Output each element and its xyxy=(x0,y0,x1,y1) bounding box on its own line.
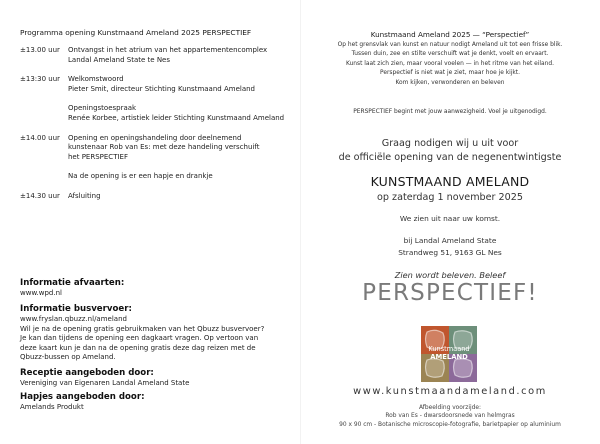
program-panel xyxy=(20,28,292,202)
hapjes-heading: Hapjes aangeboden door: xyxy=(20,391,145,402)
program-line: Renée Korbee, artistiek leider Stichting Kunstmaand Ameland xyxy=(68,113,285,122)
program-line: Landal Ameland State te Nes xyxy=(68,55,171,64)
receptie-text: Vereniging van Eigenaren Landal Ameland State xyxy=(20,379,190,388)
program-line: Welkomstwoord xyxy=(68,75,124,84)
poem-line: Op het grensvlak van kunst en natuur nodigt Ameland uit tot een frisse blik. xyxy=(337,42,563,48)
caption-line: Rob van Es - dwarsdoorsnede van helmgras xyxy=(385,413,515,420)
logo-text-top: Kunstmaand xyxy=(428,345,470,353)
receptie-heading: Receptie aangeboden door: xyxy=(20,368,154,379)
program-time: ±14.30 uur xyxy=(20,191,60,200)
program-line: het PERSPECTIEF xyxy=(68,152,128,161)
busvervoer-heading: Informatie busvervoer: xyxy=(20,304,132,315)
poem-title: Kunstmaand Ameland 2025 — “Perspectief” xyxy=(370,30,530,39)
program-item xyxy=(20,104,292,123)
poem-line: Tussen duin, zee en stilte verschuift wat je denkt, voelt en ervaart. xyxy=(351,51,549,58)
program-time: ±13.00 uur xyxy=(20,46,60,54)
kunstmaand-logo xyxy=(421,326,477,382)
invitation-text xyxy=(312,137,588,165)
image-caption xyxy=(312,404,588,429)
venue-address: Strandweg 51, 9163 GL Nes xyxy=(398,248,502,257)
poem-line: Kunst laat zich zien, maar vooral voelen — in het ritme van het eiland. xyxy=(345,60,555,67)
hapjes-text: Amelands Produkt xyxy=(20,402,84,411)
logo-text-bottom: AMELAND xyxy=(430,353,468,361)
program-item xyxy=(20,75,292,94)
busvervoer-text: Wil je na de opening gratis gebruikmaken van het Qbuzz busvervoer? xyxy=(20,324,265,333)
event-date: op zaterdag 1 november 2025 xyxy=(377,192,523,203)
program-time xyxy=(20,172,68,182)
welcome-text: We zien uit naar uw komst. xyxy=(399,214,501,223)
busvervoer-link[interactable]: www.fryslan.qbuzz.nl/ameland xyxy=(20,315,127,324)
program-item xyxy=(20,134,292,163)
poem-closing: PERSPECTIEF begint met jouw aanwezigheid. Voel je uitgenodigd. xyxy=(353,109,547,115)
program-line: Ontvangst in het atrium van het appartementencomplex xyxy=(68,46,268,54)
poem xyxy=(312,41,588,88)
program-time xyxy=(20,104,68,123)
invitation-line: de officiële opening van de negenentwintigste xyxy=(338,152,562,163)
venue xyxy=(312,235,588,259)
logo-shape xyxy=(426,359,445,378)
invitation-line: Graag nodigen wij u uit voor xyxy=(381,138,519,149)
busvervoer-text: Je kan dan tijdens de opening een dagkaart vragen. Op vertoon van xyxy=(20,334,259,343)
caption-line: 90 x 90 cm - Botanische microscopie-fotografie, barietpapier op aluminium xyxy=(339,421,561,428)
tagline: Zien wordt beleven. Beleef xyxy=(394,270,506,280)
program-item xyxy=(20,172,292,182)
program-item xyxy=(20,192,292,202)
afvaarten-link[interactable]: www.wpd.nl xyxy=(20,289,62,297)
program-time: ±14.00 uur xyxy=(20,133,60,142)
program-line: Na de opening is er een hapje en drankje xyxy=(68,172,213,181)
poem-line: Kom kijken, verwonderen en beleven xyxy=(395,79,505,86)
program-time: ±13:30 uur xyxy=(20,75,61,84)
program-line: Afsluiting xyxy=(68,191,101,200)
busvervoer-text: deze kaart kun je dan na de opening gratis deze dag reizen met de xyxy=(20,343,256,352)
program-line: Openingstoespraak xyxy=(68,104,137,113)
afvaarten-heading: Informatie afvaarten: xyxy=(20,278,125,288)
event-title: KUNSTMAAND AMELAND xyxy=(370,174,530,189)
program-line: kunstenaar Rob van Es: met deze handeling verschuift xyxy=(68,143,260,152)
info-panel xyxy=(20,278,292,415)
theme-title: PERSPECTIEF! xyxy=(362,280,538,306)
fold-line xyxy=(300,0,301,444)
logo-shape xyxy=(454,359,473,378)
poem-line: Perspectief is niet wat je ziet, maar hoe je kijkt. xyxy=(380,70,520,77)
program-item xyxy=(20,46,292,65)
venue-name: bij Landal Ameland State xyxy=(403,236,497,245)
caption-line: Afbeelding voorzijde: xyxy=(418,405,482,411)
busvervoer-text: Qbuzz-bussen op Ameland. xyxy=(20,353,116,362)
program-line: Opening en openingshandeling door deelnemend xyxy=(68,133,242,142)
website-link[interactable]: www.kunstmaandameland.com xyxy=(353,386,547,397)
program-line: Pieter Smit, directeur Stichting Kunstmaand Ameland xyxy=(68,84,255,93)
program-title: Programma opening Kunstmaand Ameland 2025 PERSPECTIEF xyxy=(20,28,252,37)
